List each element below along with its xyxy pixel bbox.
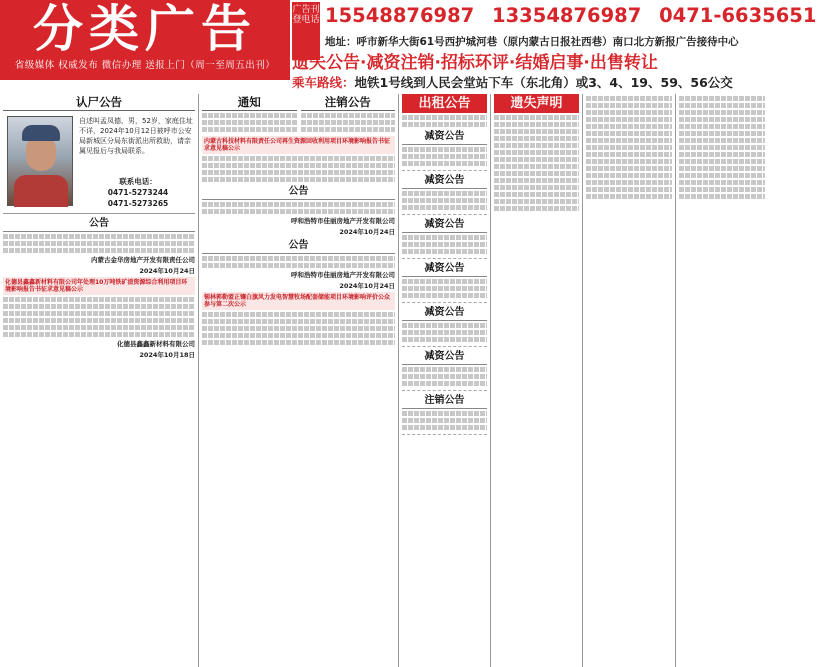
sub-notice — [402, 262, 487, 303]
sub-notice — [402, 130, 487, 171]
capital-reduction-list — [402, 130, 487, 435]
sub-notice — [402, 306, 487, 347]
photo-coat — [14, 175, 68, 207]
col1-notice-title: 公告 — [3, 217, 195, 232]
col2-right-body — [301, 113, 396, 132]
col2-date-b: 2024年10月24日 — [339, 282, 395, 290]
col2-notice-a-title: 公告 — [202, 185, 395, 200]
sub-notice-title: 减资公告 — [402, 262, 487, 277]
person-photo — [7, 116, 73, 206]
sub-notice-body — [402, 411, 487, 430]
sub-notice-title: 注销公告 — [402, 394, 487, 409]
route-label: 乘车路线： — [292, 75, 355, 90]
masthead-slogan: 省级媒体 权威发布 微信办理 送报上门（周一至周五出刊） — [14, 60, 276, 71]
col1-env-company: 化德县鑫鑫新材料有限公司 — [117, 340, 195, 348]
sub-notice-body — [402, 279, 487, 298]
contact-phone-2: 0471-5273265 — [107, 199, 169, 208]
hotline-label: 广告刊登电话 — [292, 2, 320, 60]
column-2 — [198, 94, 398, 667]
sub-notice-body — [402, 367, 487, 386]
photo-cap — [22, 125, 60, 141]
col1-company: 内蒙古金华房地产开发有限责任公司 — [91, 256, 195, 264]
col2-top-row — [202, 94, 395, 134]
sub-notice — [402, 174, 487, 215]
col2-band-body — [202, 156, 395, 182]
page-header — [0, 0, 817, 94]
column-6 — [675, 94, 768, 667]
col2-left-body — [202, 113, 297, 132]
column-4 — [490, 94, 582, 667]
col1-date: 2024年10月24日 — [139, 267, 195, 275]
sub-notice — [402, 394, 487, 435]
sub-notice — [402, 350, 487, 391]
masthead — [0, 0, 290, 80]
missing-notice-contact — [79, 176, 197, 209]
hotline-phone-2: 13354876987 — [492, 4, 642, 27]
contact-phone-1: 0471-5273244 — [107, 188, 169, 197]
sub-notice-body — [402, 147, 487, 166]
route-text: 地铁1号线到人民会堂站下车（东北角）或3、4、19、59、56公交 — [354, 75, 733, 90]
col6-body — [679, 96, 765, 199]
col1-env-body — [3, 297, 195, 337]
col2-title-b: 注销公告 — [301, 94, 396, 111]
col1-env-title: 化德县鑫鑫新材料有限公司年处理10万吨铁矿渣资源综合利用项目环境影响报告书征求意见稿公示 — [3, 277, 195, 295]
column-5 — [582, 94, 675, 667]
hotline-numbers — [325, 2, 817, 30]
sub-notice-title: 减资公告 — [402, 306, 487, 321]
col1-notice-body — [3, 234, 195, 253]
sub-notice-title: 减资公告 — [402, 130, 487, 145]
column-1 — [0, 94, 198, 667]
col2-notice-right — [301, 94, 396, 134]
col2-band-title: 内蒙古科技材料有限责任公司再生资源回收利用项目环境影响报告书征求意见稿公示 — [202, 136, 395, 154]
service-list: 遗失公告·减资注销·招标环评·结婚启事·出售转让 — [292, 53, 658, 73]
masthead-title: 分类广告 — [33, 0, 257, 58]
sub-notice-body — [402, 235, 487, 254]
col2-notice-b-body — [202, 256, 395, 268]
missing-person-notice — [3, 94, 195, 214]
missing-notice-title: 认尸公告 — [3, 94, 195, 111]
rental-notice-title: 出租公告 — [402, 94, 487, 113]
loss-statement-title: 遗失声明 — [494, 94, 579, 113]
col2-title-a: 通知 — [202, 94, 297, 111]
rental-notice-body — [402, 115, 487, 127]
hotline-phone-3: 0471-6635651 — [659, 4, 817, 27]
sub-notice-title: 减资公告 — [402, 174, 487, 189]
col2-company-a: 呼和浩特市佳丽房地产开发有限公司 — [291, 217, 395, 225]
office-address: 地址：呼市新华大街61号西护城河巷（原内蒙古日报社西巷）南口北方新报广告接待中心 — [325, 36, 739, 48]
missing-notice-text: 自述叫孟凤德，男，52岁，家庭住址不详，2024年10月12日被呼市公安局新城区分局东街派出所救助，请亲属见报后与我局联系。 — [79, 117, 193, 155]
bus-route — [292, 74, 768, 92]
sub-notice-body — [402, 191, 487, 210]
col2-bottom-body — [202, 312, 395, 345]
contact-label: 联系电话： — [119, 177, 157, 186]
col5-body — [586, 96, 672, 199]
col2-bottom-band: 锡林郭勒盟正镶白旗风力发电智慧牧场配套储能项目环境影响评价公众参与第二次公示 — [202, 292, 395, 310]
col1-env-date: 2024年10月18日 — [139, 351, 195, 359]
loss-statement-body — [494, 115, 579, 211]
col2-notice-left — [202, 94, 297, 134]
column-3 — [398, 94, 490, 667]
sub-notice — [402, 218, 487, 259]
sub-notice-body — [402, 323, 487, 342]
col2-company-b: 呼和浩特市佳丽房地产开发有限公司 — [291, 271, 395, 279]
hotline-phone-1: 15548876987 — [325, 4, 475, 27]
col2-notice-a-body — [202, 202, 395, 214]
sub-notice-title: 减资公告 — [402, 218, 487, 233]
col2-notice-b-title: 公告 — [202, 239, 395, 254]
sub-notice-title: 减资公告 — [402, 350, 487, 365]
col2-date-a: 2024年10月24日 — [339, 228, 395, 236]
